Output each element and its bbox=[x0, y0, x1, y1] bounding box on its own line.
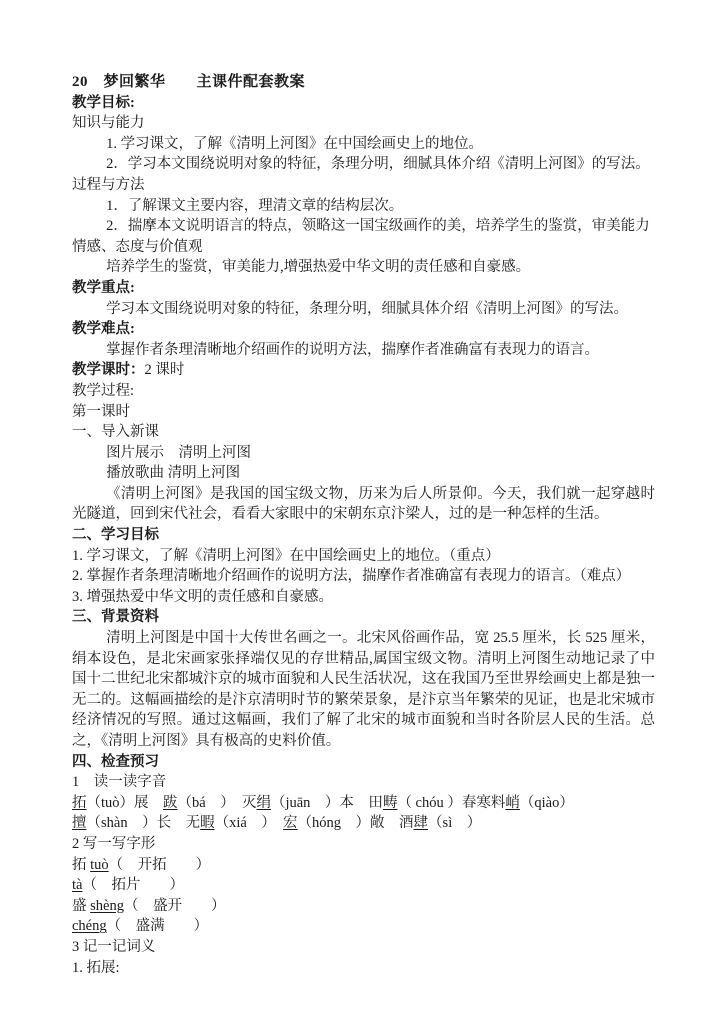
line-zixing-4 bbox=[72, 916, 655, 937]
document-body bbox=[72, 72, 655, 978]
heading-lead-in bbox=[72, 422, 655, 443]
text-run: 1. 拓展: bbox=[72, 959, 120, 976]
underlined-text-run: tà bbox=[72, 877, 83, 894]
underlined-text-run: 绢 bbox=[256, 794, 271, 811]
bold-text-run: 教学课时： bbox=[72, 362, 145, 379]
underlined-text-run: 跋 bbox=[163, 794, 178, 811]
underlined-text-run: 峭 bbox=[505, 794, 520, 811]
text-run: 播放歌曲 清明上河图 bbox=[106, 465, 241, 482]
goal-item-2 bbox=[72, 154, 655, 175]
text-run: （juān ）本 田 bbox=[270, 794, 383, 811]
doc-title bbox=[72, 72, 655, 93]
text-run: 1. 学习课文，了解《清明上河图》在中国绘画史上的地位。 bbox=[106, 135, 484, 152]
text-run: 掌握作者条理清晰地介绍画作的说明方法，揣摩作者准确富有表现力的语言。 bbox=[106, 341, 600, 358]
text-run: （qiào） bbox=[519, 794, 574, 811]
underlined-text-run: 暇 bbox=[200, 815, 215, 832]
underlined-text-run: 肆 bbox=[413, 815, 429, 832]
bold-text-run: 四、检查预习 bbox=[72, 753, 159, 770]
text-run: （bá ） 灭 bbox=[177, 794, 257, 811]
line-zixing-1 bbox=[72, 855, 655, 876]
line-tuozhan bbox=[72, 958, 655, 979]
learning-goal-2 bbox=[72, 566, 655, 587]
text-run: 培养学生的鉴赏，审美能力,增强热爱中华文明的责任感和自豪感。 bbox=[106, 259, 531, 276]
underlined-text-run: 拓 bbox=[72, 794, 87, 811]
bold-text-run: 三、背景资料 bbox=[72, 609, 159, 626]
text-run: 过程与方法 bbox=[72, 176, 145, 193]
text-run: 3. 增强热爱中华文明的责任感和自豪感。 bbox=[72, 588, 333, 605]
text-run: 2．学习本文围绕说明对象的特征，条理分明，细腻具体介绍《清明上河图》的写法。 bbox=[106, 156, 650, 173]
line-emotion-attitude bbox=[72, 237, 655, 258]
line-pinyin-1 bbox=[72, 793, 655, 814]
text-run: （ 盛开 ） bbox=[123, 897, 226, 914]
bold-text-run: 教学难点: bbox=[72, 321, 135, 338]
line-teaching-process bbox=[72, 381, 655, 402]
bold-text-run: 教学目标: bbox=[72, 94, 135, 111]
text-run: （hóng ）敞 酒 bbox=[297, 815, 414, 832]
heading-preview-check bbox=[72, 752, 655, 773]
text-run: 1. 学习课文，了解《清明上河图》在中国绘画史上的地位。（重点） bbox=[72, 547, 500, 564]
text-run: （xiá ） bbox=[214, 815, 284, 832]
underlined-text-run: 宏 bbox=[283, 815, 298, 832]
text-run: 学习本文围绕说明对象的特征，条理分明，细腻具体介绍《清明上河图》的写法。 bbox=[106, 300, 629, 317]
para-background bbox=[72, 628, 655, 752]
text-run: 拓 bbox=[72, 856, 91, 873]
line-zixing-3 bbox=[72, 896, 655, 917]
line-write-characters bbox=[72, 834, 655, 855]
method-item-2 bbox=[72, 216, 655, 237]
heading-learning-goals bbox=[72, 525, 655, 546]
line-knowledge-ability bbox=[72, 113, 655, 134]
line-read-pronunciation bbox=[72, 772, 655, 793]
text-run: 清明上河图是中国十大传世名画之一。北宋风俗画作品，宽 25.5 厘米，长 525 厘米，绢本设色，是北宋画家张择端仅见的存世精品,属国宝级文物。清明上河图生动地记录了中国十二世纪北宋都城汴京的城市面貌和人民生活状况，这在我国乃至世界绘画史上都是独一无二的。这幅画描绘的是汴京清明时节的繁荣景象，是汴京当年繁荣的见证，也是北宋城市经济情况的写照。通过这幅画，我们了解了北宋的城市面貌和当时各阶层人民的生活。总之，《清明上河图》具有极高的史料价值。 bbox=[72, 630, 655, 749]
underlined-text-run: chéng bbox=[72, 918, 107, 935]
text-run: 第一课时 bbox=[72, 403, 130, 420]
text-run: 3 记一记词义 bbox=[72, 938, 156, 955]
lead-in-picture bbox=[72, 443, 655, 464]
text-run: （tuò）展 bbox=[86, 794, 164, 811]
goal-item-1 bbox=[72, 134, 655, 155]
difficulty-item bbox=[72, 340, 655, 361]
emotion-item bbox=[72, 257, 655, 278]
line-class-hours bbox=[72, 360, 655, 381]
focus-item bbox=[72, 299, 655, 320]
text-run: 一、导入新课 bbox=[72, 424, 159, 441]
text-run: 2．揣摩本文说明语言的特点，领略这一国宝级画作的美，培养学生的鉴赏，审美能力 bbox=[106, 218, 650, 235]
text-run: （sì ） bbox=[428, 815, 482, 832]
text-run: 1 读一读字音 bbox=[72, 774, 167, 791]
text-run: 情感、态度与价值观 bbox=[72, 238, 203, 255]
line-pinyin-2 bbox=[72, 813, 655, 834]
heading-teaching-focus bbox=[72, 278, 655, 299]
text-run: （ 盛满 ） bbox=[106, 918, 209, 935]
text-run: 教学过程: bbox=[72, 382, 135, 399]
heading-teaching-goals bbox=[72, 93, 655, 114]
text-run: （ chóu ）春寒料 bbox=[397, 794, 506, 811]
text-run: （shàn ）长 无 bbox=[86, 815, 201, 832]
underlined-text-run: shèng bbox=[90, 897, 124, 914]
text-run: 2 课时 bbox=[144, 362, 185, 379]
underlined-text-run: 畴 bbox=[382, 794, 398, 811]
bold-text-run: 20 梦回繁华 主课件配套教案 bbox=[72, 74, 306, 90]
bold-text-run: 二、学习目标 bbox=[72, 527, 159, 544]
learning-goal-3 bbox=[72, 587, 655, 608]
underlined-text-run: 擅 bbox=[72, 815, 87, 832]
text-run: （ 拓片 ） bbox=[82, 877, 184, 894]
line-remember-meanings bbox=[72, 937, 655, 958]
text-run: 2. 掌握作者条理清晰地介绍画作的说明方法，揣摩作者准确富有表现力的语言。（难点） bbox=[72, 568, 631, 585]
text-run: 盛 bbox=[72, 897, 91, 914]
underlined-text-run: tuò bbox=[90, 856, 109, 873]
lead-in-song bbox=[72, 463, 655, 484]
para-lead-in bbox=[72, 484, 655, 525]
text-run: （ 开拓 ） bbox=[108, 856, 211, 873]
heading-background bbox=[72, 607, 655, 628]
text-run: 图片展示 清明上河图 bbox=[106, 444, 252, 461]
text-run: 《清明上河图》是我国的国宝级文物，历来为后人所景仰。今天，我们就一起穿越时光隧道，回到宋代社会，看看大家眼中的宋朝东京汴梁人，过的是一种怎样的生活。 bbox=[72, 485, 655, 523]
text-run: 1．了解课文主要内容，理清文章的结构层次。 bbox=[106, 197, 404, 214]
learning-goal-1 bbox=[72, 546, 655, 567]
text-run: 2 写一写字形 bbox=[72, 835, 156, 852]
line-first-period bbox=[72, 402, 655, 423]
text-run: 知识与能力 bbox=[72, 115, 145, 132]
bold-text-run: 教学重点: bbox=[72, 279, 135, 296]
method-item-1 bbox=[72, 196, 655, 217]
line-zixing-2 bbox=[72, 875, 655, 896]
line-process-method bbox=[72, 175, 655, 196]
heading-teaching-difficulty bbox=[72, 319, 655, 340]
